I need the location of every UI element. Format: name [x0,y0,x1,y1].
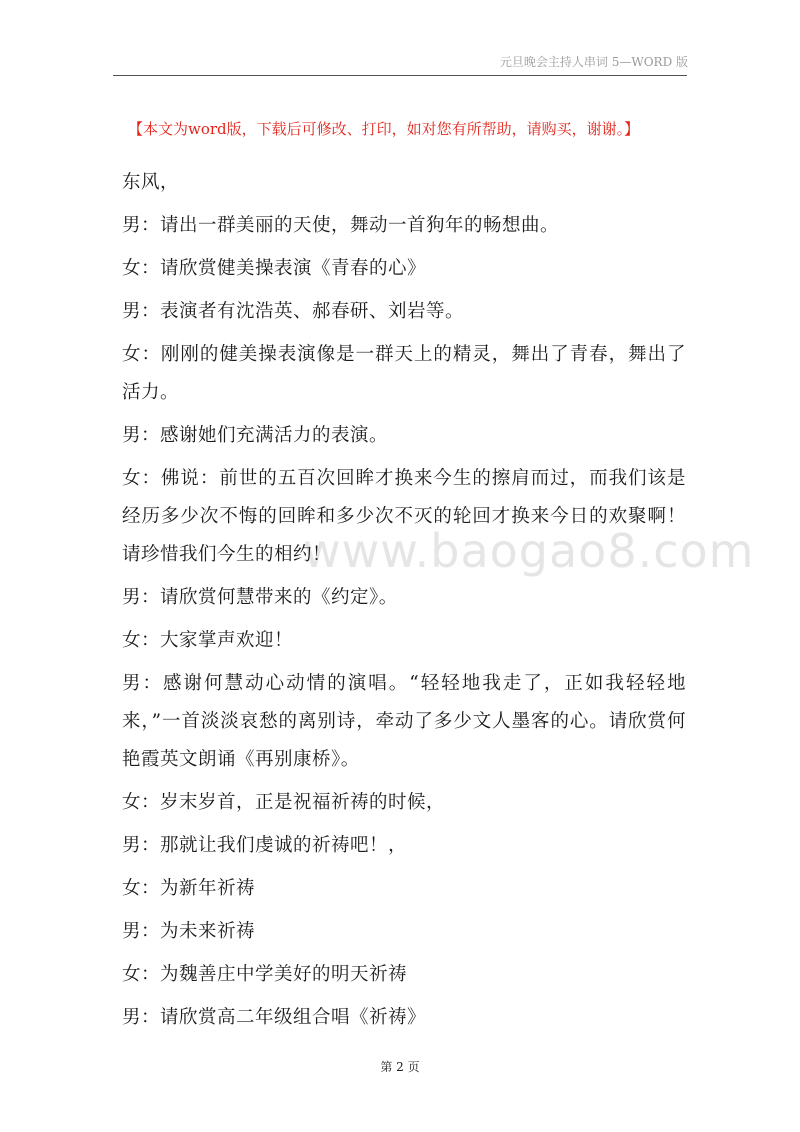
paragraph: 男：请欣赏何慧带来的《约定》。 [122,587,398,608]
paragraph: 女：为魏善庄中学美好的明天祈祷 [122,964,408,985]
paragraph: 男：请出一群美丽的天使，舞动一首狗年的畅想曲。 [122,215,560,236]
paragraph: 女：大家掌声欢迎！ [122,630,294,651]
header-title: 元旦晚会主持人串词 5—WORD 版 [499,55,688,69]
paragraph: 女：刚刚的健美操表演像是一群天上的精灵，舞出了青春，舞出了活力。 [122,344,686,403]
paragraph: 东风， [122,172,180,193]
paragraph: 男：感谢她们充满活力的表演。 [122,425,389,446]
paragraph: 男：感谢何慧动心动情的演唱。“轻轻地我走了，正如我轻轻地来，”一首淡淡哀愁的离别诗，牵动了多少文人墨客的心。请欣赏何艳霞英文朗诵《再别康桥》。 [122,673,686,770]
paragraph: 男：那就让我们虔诚的祈祷吧！， [122,835,408,856]
watermark: www.baogao8.com [303,524,755,578]
paragraph: 女：岁末岁首，正是祝福祈祷的时候， [122,792,446,813]
paragraph: 男：请欣赏高二年级组合唱《祈祷》 [122,1007,427,1028]
paragraph: 男：为未来祈祷 [122,921,256,942]
purchase-notice: 【本文为word版，下载后可修改、打印，如对您有所帮助，请购买，谢谢。】 [128,120,640,138]
paragraph: 女：为新年祈祷 [122,878,256,899]
document-body [122,164,686,1042]
header-divider [113,75,687,76]
paragraph: 男：表演者有沈浩英、郝春研、刘岩等。 [122,301,465,322]
paragraph: 女：佛说：前世的五百次回眸才换来今生的擦肩而过，而我们该是经历多少次不悔的回眸和多少次不灭的轮回才换来今日的欢聚啊！请珍惜我们今生的相约！ [122,468,686,565]
page-number: 第 2 页 [380,1060,420,1074]
paragraph: 女：请欣赏健美操表演《青春的心》 [122,258,427,279]
